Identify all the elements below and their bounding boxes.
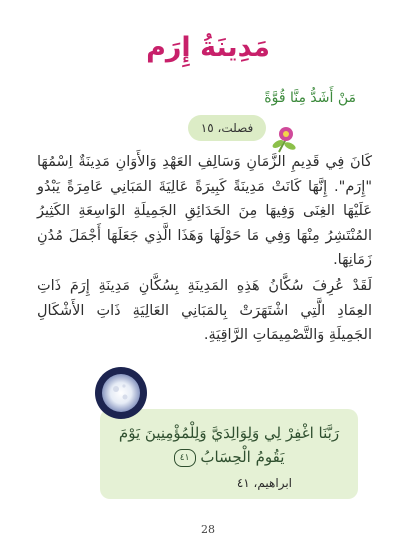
page-title: مَدِينَةُ إِرَم xyxy=(146,32,270,63)
verse-line-2 xyxy=(100,445,358,469)
paragraph-2: لَقَدْ عُرِفَ سُكَّانُ هَذِهِ المَدِينَةِ بِسُكَّانِ مَدِينَةِ إِرَمَ ذَاتِ العِمَادِ الَّتِي اشْتَهَرَتْ بِالمَبَانِي العَالِيَةِ ذَاتِ الأَشْكَالِ الجَمِيلَةِ وَالتَّصْمِيمَاتِ الرَّاقِيَةِ. xyxy=(37,278,372,343)
quran-quote: مَنْ أَشَدُّ مِنَّا قُوَّةً xyxy=(264,90,356,106)
page-number: 28 xyxy=(201,523,215,536)
verse-line-2-text: يَقُومُ الْحِسَابُ xyxy=(200,448,285,466)
verse-text xyxy=(100,421,358,469)
quote-reference: فصلت، ١٥ xyxy=(200,121,254,135)
verse-box xyxy=(100,409,358,499)
ayah-number-mark: ٤١ xyxy=(174,449,196,467)
quote-reference-bubble xyxy=(188,115,266,141)
verse-reference: ابراهيم، ٤١ xyxy=(236,476,292,490)
full-moon-icon xyxy=(94,366,148,420)
verse-line-1: رَبَّنَا اغْفِرْ لِي وَلِوَالِدَيَّ وَلِلْمُؤْمِنِينَ يَوْمَ xyxy=(118,424,340,442)
paragraph-1: كَانَ فِي قَدِيمِ الزَّمَانِ وَسَالِفِ العَهْدِ وَالأَوَانِ مَدِينَةٌ اِسْمُهَا "إِرَم". إِنَّهَا كَانَتْ مَدِينَةً كَبِيرَةً عَالِيَةَ المَبَانِي عَامِرَةً يَبْدُو عَلَيْهَا الغِنَى وَفِيهَا مِنَ الحَدَائِقِ الجَمِيلَةِ الوَاسِعَةِ الكَثِيرُ المُنْتَشِرُ مِنْهَا وَفِي مَا حَوْلَهَا وَهَذَا الَّذِي جَعَلَهَا أَجْمَلَ مُدُنِ زَمَانِهَا. xyxy=(37,154,372,268)
